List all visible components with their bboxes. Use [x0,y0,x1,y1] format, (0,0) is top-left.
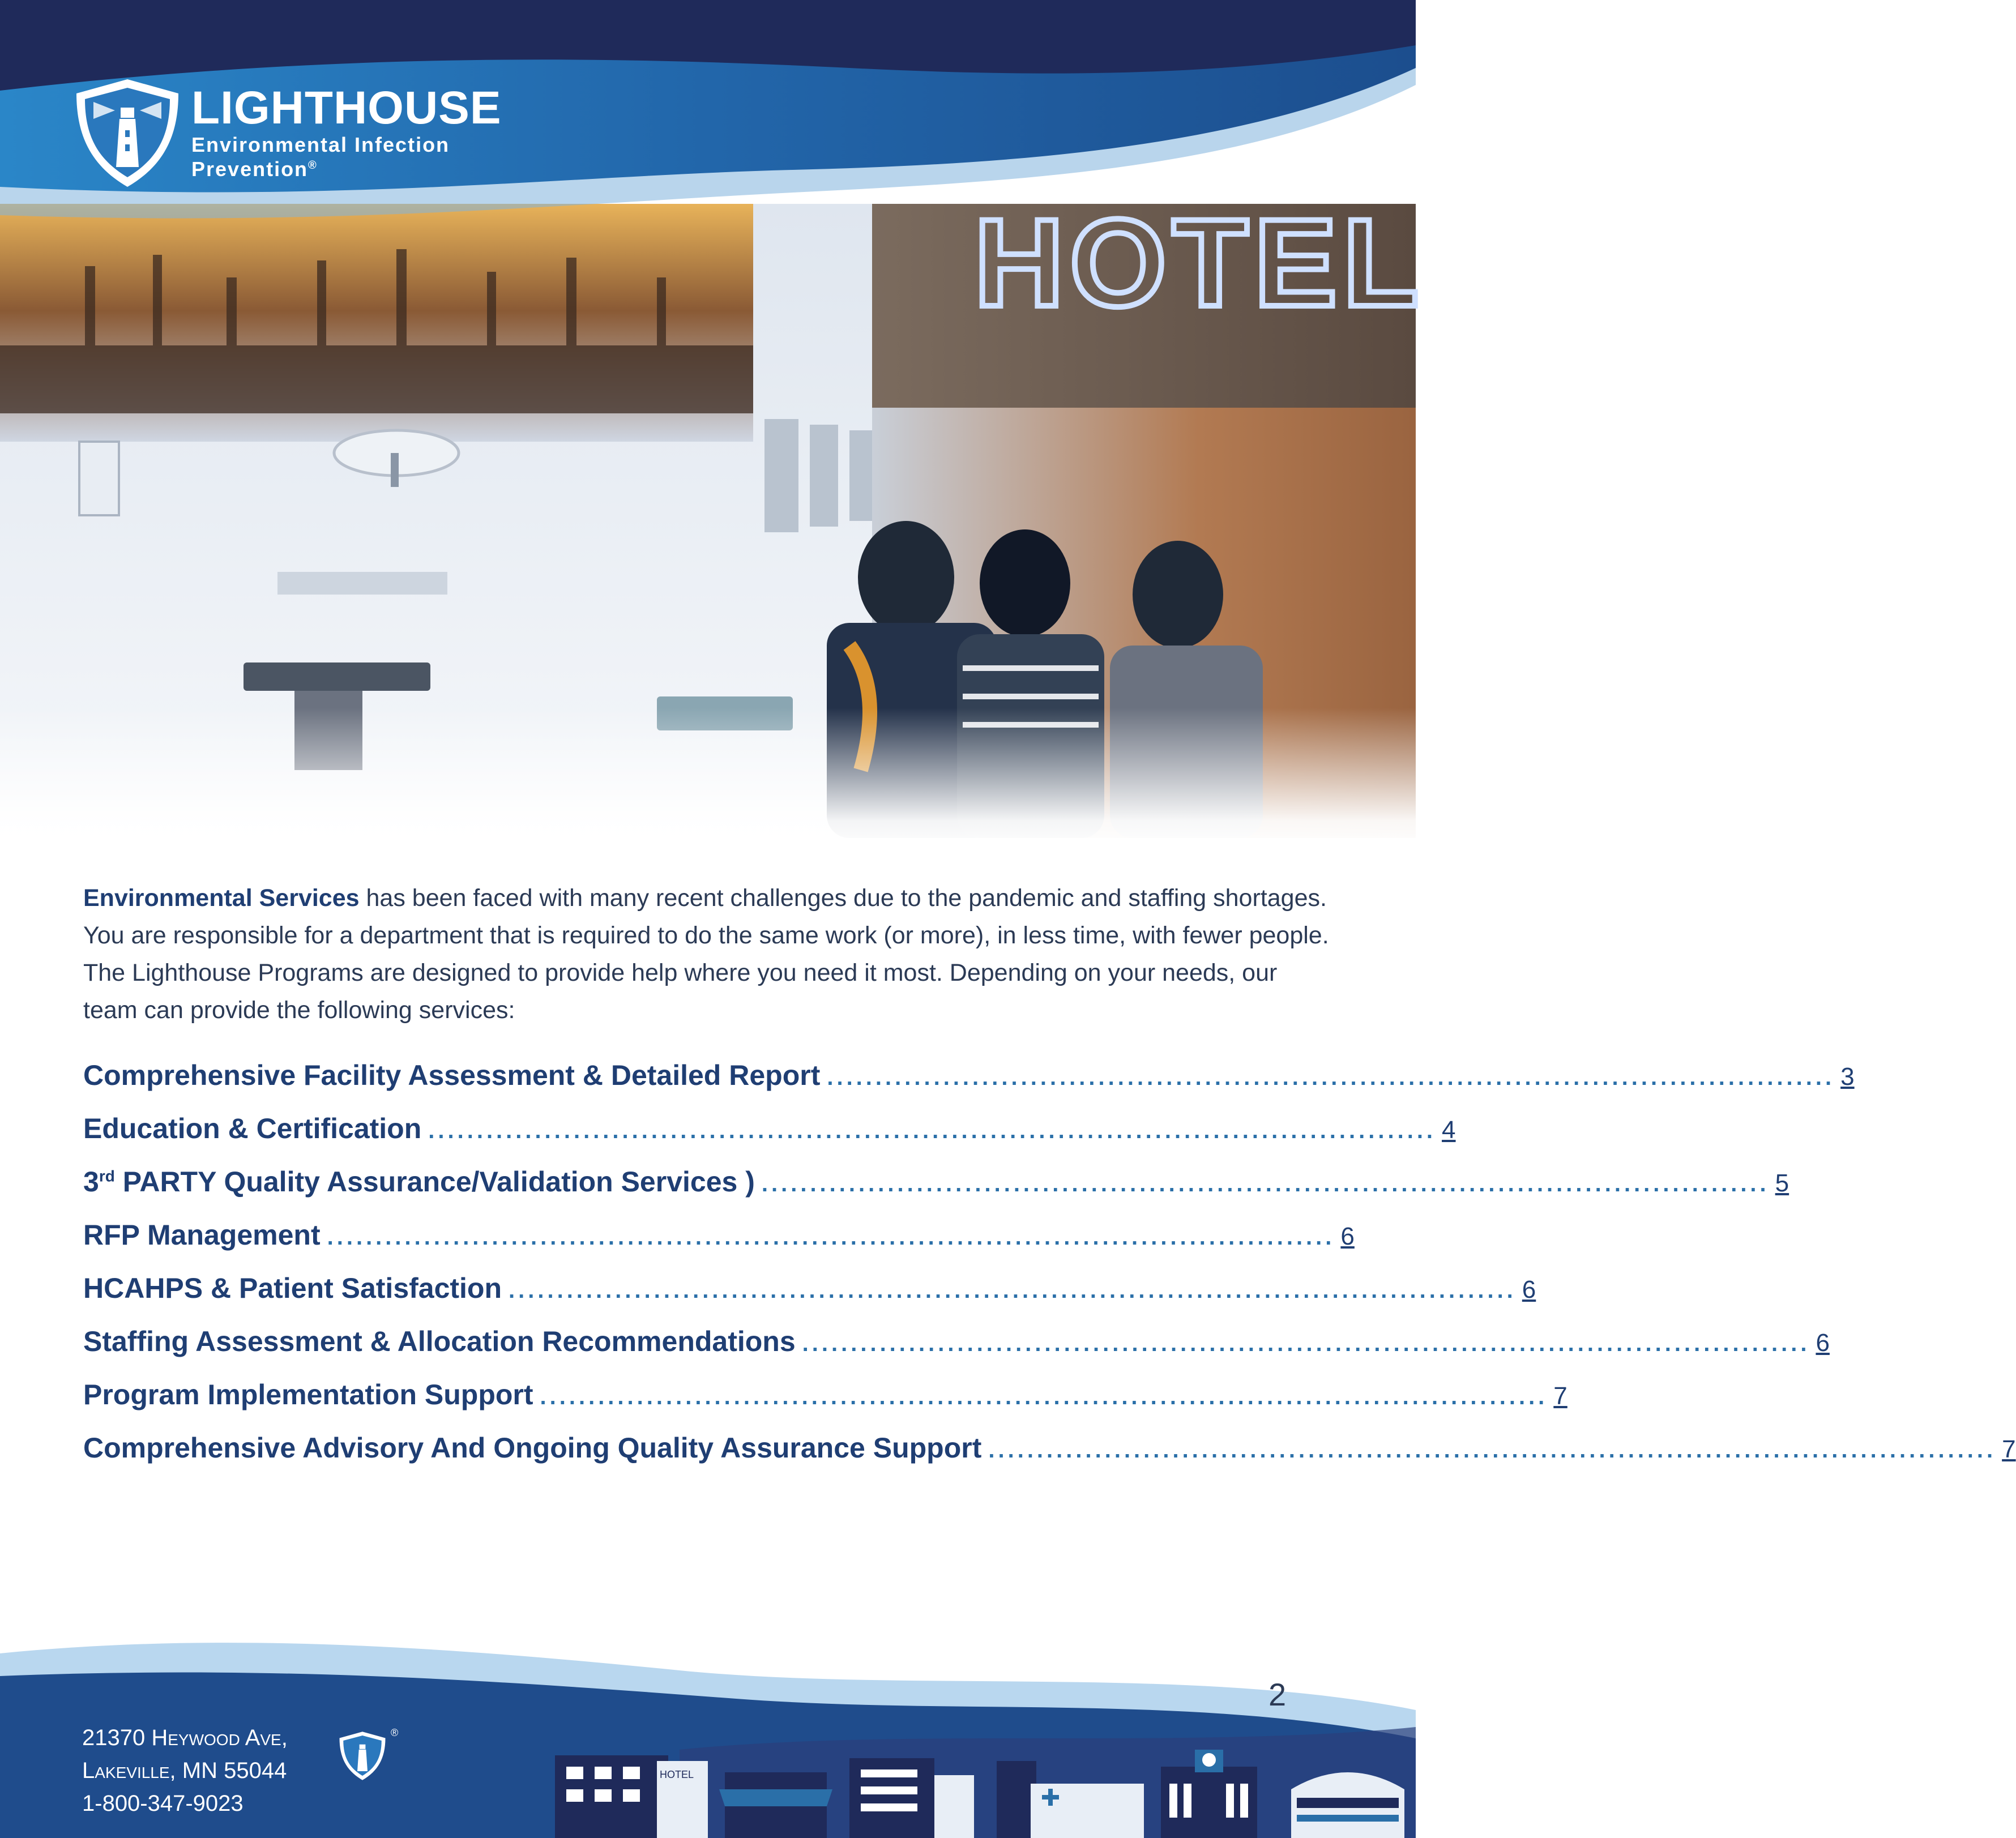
toc-label: Program Implementation Support [83,1379,533,1410]
intro-text: has been faced with many recent challenges due to the pandemic and staffing shortages. You are responsible for a department that is required to do the same work (or more), in less time, with fewer people. The Lighthouse Programs are designed to provide help where you need it most. Depending on your needs, our team can provide the following services: [83,884,1329,1024]
toc-label: Comprehensive Advisory And Ongoing Quality Assurance Support [83,1432,982,1464]
intro-lead: Environmental Services [83,884,360,912]
toc-label: HCAHPS & Patient Satisfaction [83,1272,502,1304]
hospital-building [997,1761,1144,1838]
table-of-contents [83,1059,2016,1485]
brand-subtitle-line1: Environmental Infection [191,133,450,156]
brand-subtitle-text: Prevention [191,157,309,181]
toc-label-prefix: 3 [83,1166,99,1198]
toc-leader: ........................................................................................................ [988,1438,1997,1463]
toc-row[interactable] [83,1378,1567,1431]
toc-leader: ........................................................................................................ [327,1225,1335,1250]
school-building [1161,1750,1257,1838]
footer-lighthouse-logo-icon [337,1730,388,1782]
toc-leader: ........................................................................................................ [761,1172,1770,1196]
toc-leader: ........................................................................................................ [540,1384,1548,1409]
toc-leader: ........................................................................................................ [509,1278,1517,1303]
toc-label: Comprehensive Facility Assessment & Detailed Report [83,1059,821,1091]
toc-row[interactable] [83,1431,2016,1485]
toc-label: Staffing Assessment & Allocation Recommendations [83,1326,796,1357]
brand-block [191,82,502,181]
toc-row[interactable] [83,1059,1855,1112]
toc-page-link[interactable]: 6 [1522,1276,1536,1303]
toc-leader: ........................................................................................................ [802,1331,1810,1356]
operating-table [244,662,430,691]
toc-leader: ........................................................................................................ [827,1065,1835,1090]
toc-row[interactable] [83,1165,1789,1219]
hotel-sign: HOTEL [974,193,1425,332]
lighthouse-logo-icon [71,76,184,190]
address-line2: Lakeville, MN 55044 [82,1758,287,1783]
address-line1: 21370 Heywood Ave, [82,1725,288,1750]
toc-row[interactable] [83,1325,1830,1378]
building-hotel-sign: HOTEL [660,1769,694,1780]
toc-row[interactable] [83,1272,1536,1325]
toc-label-sup: rd [99,1167,115,1185]
registered-mark: ® [308,159,318,172]
toc-page-link[interactable]: 3 [1840,1063,1855,1091]
address-block [82,1721,288,1820]
city-skyline-illustration [544,1744,1416,1838]
toc-page-link[interactable]: 7 [1553,1382,1567,1410]
toc-row[interactable] [83,1112,1456,1165]
toc-page-link[interactable]: 6 [1340,1223,1355,1250]
toc-row[interactable] [83,1219,1355,1272]
toc-label: RFP Management [83,1219,321,1251]
phone-number: 1-800-347-9023 [82,1791,244,1816]
toc-label [83,1165,755,1198]
footer-registered-mark: ® [391,1727,399,1738]
brand-name: LIGHTHOUSE [191,82,502,134]
toc-label: Education & Certification [83,1113,422,1144]
toc-page-link[interactable]: 7 [2002,1435,2016,1463]
photo-fade [0,708,1416,849]
toc-page-link[interactable]: 5 [1775,1169,1789,1197]
page-number: 2 [1268,1677,1287,1712]
intro-paragraph [83,879,1329,1029]
office-building [849,1758,974,1838]
hotel-building [555,1755,708,1838]
toc-label-rest: PARTY Quality Assurance/Validation Services ) [114,1166,755,1198]
toc-leader: ........................................................................................................ [428,1118,1437,1143]
arena-building [1291,1772,1404,1838]
toc-page-link[interactable]: 4 [1442,1116,1456,1144]
brand-subtitle-line2 [191,155,502,179]
corridor-windows [764,419,872,532]
store-building [719,1772,832,1838]
toc-page-link[interactable]: 6 [1816,1329,1830,1357]
